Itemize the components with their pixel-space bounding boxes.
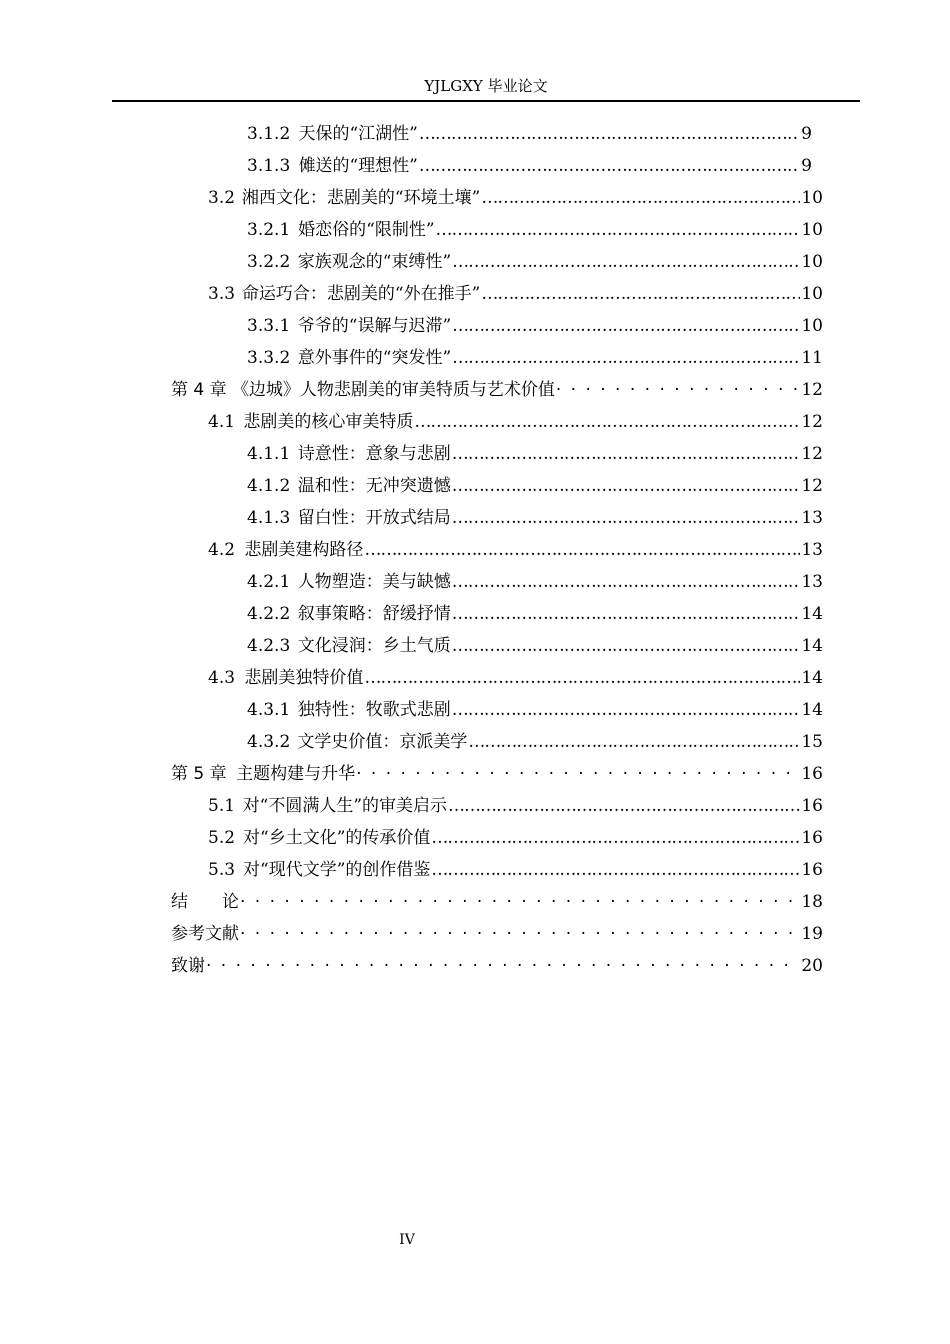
toc-entry[interactable]: [171, 310, 823, 342]
toc-entry-page: 14: [801, 604, 823, 624]
toc-dot-leader: [452, 438, 801, 470]
toc-entry-page: 14: [801, 700, 823, 720]
toc-entry-page: 12: [801, 380, 823, 400]
toc-entry-title: 意外事件的“突发性”: [297, 348, 452, 368]
toc-entry[interactable]: [171, 598, 823, 630]
toc-entry-title: 人物塑造：美与缺憾: [297, 572, 451, 592]
toc-entry-number: 4.3: [208, 668, 236, 688]
toc-entry[interactable]: [171, 758, 823, 790]
toc-entry-title: 天保的“江湖性”: [298, 124, 418, 144]
page-header: [112, 76, 860, 102]
toc-entry-title: 悲剧美建构路径: [244, 540, 364, 560]
toc-entry[interactable]: [171, 854, 823, 886]
toc-entry-number: 4.3.1: [247, 700, 291, 720]
toc-entry-number: 5.1: [208, 796, 236, 816]
toc-entry-number: 5.2: [208, 828, 236, 848]
toc-entry-number: 4.2.3: [247, 636, 291, 656]
toc-entry-page: 18: [801, 892, 823, 912]
toc-entry[interactable]: [171, 726, 823, 758]
toc-entry-title: 对“乡土文化”的传承价值: [243, 828, 431, 848]
toc-entry[interactable]: [171, 662, 823, 694]
toc-entry[interactable]: [171, 886, 823, 918]
toc-dot-leader: [419, 118, 800, 150]
toc-entry-title: 结 论: [171, 892, 239, 912]
toc-entry-title: 傩送的“理想性”: [298, 156, 418, 176]
toc-entry-number: 5.3: [208, 860, 236, 880]
toc-entry[interactable]: [171, 342, 823, 374]
toc-dot-leader: [240, 886, 800, 918]
toc-entry-title: 独特性：牧歌式悲剧: [297, 700, 451, 720]
toc-entry-title: 爷爷的“误解与迟滞”: [297, 316, 452, 336]
toc-entry[interactable]: [171, 822, 823, 854]
toc-entry[interactable]: [171, 534, 823, 566]
page-footer: [0, 1232, 814, 1248]
toc-entry[interactable]: [171, 278, 823, 310]
toc-entry[interactable]: [171, 438, 823, 470]
toc-entry-page: 10: [801, 252, 823, 272]
toc-entry-page: 10: [801, 316, 823, 336]
toc-dot-leader: [240, 918, 800, 950]
toc-entry-title: 家族观念的“束缚性”: [297, 252, 452, 272]
toc-entry-page: 12: [801, 476, 823, 496]
toc-entry-number: 3.3.2: [247, 348, 291, 368]
toc-dot-leader: [431, 854, 800, 886]
toc-dot-leader: [468, 726, 800, 758]
toc-entry[interactable]: [171, 470, 823, 502]
toc-entry[interactable]: [171, 246, 823, 278]
toc-entry-title: 参考文献: [171, 924, 239, 944]
toc-entry-page: 16: [801, 828, 823, 848]
toc-dot-leader: [364, 534, 800, 566]
toc-entry-page: 9: [801, 124, 812, 144]
toc-dot-leader: [448, 790, 800, 822]
toc-entry[interactable]: [171, 566, 823, 598]
toc-entry-page: 13: [801, 572, 823, 592]
toc-dot-leader: [452, 470, 801, 502]
toc-entry-page: 14: [801, 668, 823, 688]
toc-entry-page: 20: [801, 956, 823, 976]
toc-entry-number: 第 5 章: [171, 764, 227, 784]
toc-entry-number: 4.2.2: [247, 604, 291, 624]
toc-dot-leader: [452, 630, 801, 662]
toc-entry-title: 文学史价值：京派美学: [297, 732, 468, 752]
toc-entry[interactable]: [171, 950, 823, 982]
toc-entry[interactable]: [171, 214, 823, 246]
toc-entry-page: 14: [801, 636, 823, 656]
header-title: YJLGXY 毕业论文: [424, 77, 548, 95]
toc-entry-title: 主题构建与升华: [236, 764, 356, 784]
toc-entry[interactable]: [171, 182, 823, 214]
toc-entry-number: 4.1.3: [247, 508, 291, 528]
toc-entry-number: 3.3: [208, 284, 236, 304]
toc-entry-number: 4.1: [208, 412, 236, 432]
toc-entry-title: 《边城》人物悲剧美的审美特质与艺术价值: [231, 380, 555, 400]
toc-entry-number: 4.3.2: [247, 732, 291, 752]
toc-entry-number: 3.1.3: [247, 156, 291, 176]
table-of-contents: [171, 118, 823, 982]
toc-entry-number: 3.3.1: [247, 316, 291, 336]
toc-dot-leader: [452, 694, 801, 726]
toc-entry-number: 4.1.1: [247, 444, 291, 464]
toc-dot-leader: [452, 342, 800, 374]
toc-dot-leader: [452, 598, 801, 630]
toc-entry-page: 11: [801, 348, 823, 368]
toc-entry-number: 第 4 章: [171, 380, 227, 400]
toc-dot-leader: [356, 758, 800, 790]
toc-dot-leader: [206, 950, 800, 982]
toc-entry[interactable]: [171, 918, 823, 950]
toc-dot-leader: [481, 278, 800, 310]
toc-entry[interactable]: [171, 694, 823, 726]
toc-entry-page: 12: [801, 444, 823, 464]
toc-entry[interactable]: [171, 630, 823, 662]
toc-entry-title: 对“不圆满人生”的审美启示: [242, 796, 448, 816]
page-number: IV: [399, 1232, 415, 1248]
toc-entry-title: 悲剧美的核心审美特质: [243, 412, 414, 432]
toc-dot-leader: [481, 182, 800, 214]
toc-entry-page: 15: [801, 732, 823, 752]
toc-entry[interactable]: [171, 406, 823, 438]
toc-entry-number: 4.2.1: [247, 572, 291, 592]
toc-dot-leader: [556, 374, 801, 406]
toc-entry[interactable]: [171, 150, 812, 182]
toc-entry-title: 致谢: [171, 956, 205, 976]
toc-dot-leader: [431, 822, 800, 854]
toc-entry-page: 16: [801, 796, 823, 816]
toc-entry-page: 10: [801, 188, 823, 208]
toc-entry-page: 13: [801, 508, 823, 528]
toc-entry-number: 3.2.2: [247, 252, 291, 272]
toc-dot-leader: [452, 566, 801, 598]
toc-entry-title: 诗意性：意象与悲剧: [297, 444, 451, 464]
toc-entry-number: 4.2: [208, 540, 236, 560]
toc-entry-title: 叙事策略：舒缓抒情: [297, 604, 451, 624]
toc-entry-title: 对“现代文学”的创作借鉴: [243, 860, 431, 880]
toc-entry-title: 湘西文化：悲剧美的“环境土壤”: [241, 188, 481, 208]
toc-dot-leader: [452, 310, 800, 342]
toc-dot-leader: [419, 150, 800, 182]
toc-entry-page: 16: [801, 860, 823, 880]
toc-entry-title: 命运巧合：悲剧美的“外在推手”: [241, 284, 481, 304]
toc-entry[interactable]: [171, 790, 823, 822]
toc-entry-page: 13: [801, 540, 823, 560]
toc-dot-leader: [452, 502, 801, 534]
toc-dot-leader: [414, 406, 800, 438]
toc-dot-leader: [452, 246, 800, 278]
toc-entry-page: 9: [801, 156, 812, 176]
toc-entry-page: 19: [801, 924, 823, 944]
toc-entry-title: 温和性：无冲突遗憾: [297, 476, 451, 496]
toc-entry-number: 3.1.2: [247, 124, 291, 144]
toc-entry[interactable]: [171, 118, 812, 150]
toc-entry-page: 16: [801, 764, 823, 784]
toc-entry-title: 留白性：开放式结局: [297, 508, 451, 528]
toc-entry-page: 10: [801, 284, 823, 304]
toc-entry-number: 3.2.1: [247, 220, 291, 240]
toc-entry[interactable]: [171, 374, 823, 406]
toc-entry-title: 文化浸润：乡土气质: [297, 636, 451, 656]
toc-entry[interactable]: [171, 502, 823, 534]
toc-entry-page: 12: [801, 412, 823, 432]
toc-dot-leader: [436, 214, 801, 246]
toc-dot-leader: [364, 662, 800, 694]
toc-entry-page: 10: [801, 220, 823, 240]
toc-entry-number: 4.1.2: [247, 476, 291, 496]
toc-entry-title: 悲剧美独特价值: [244, 668, 364, 688]
toc-entry-number: 3.2: [208, 188, 236, 208]
toc-entry-title: 婚恋俗的“限制性”: [298, 220, 435, 240]
